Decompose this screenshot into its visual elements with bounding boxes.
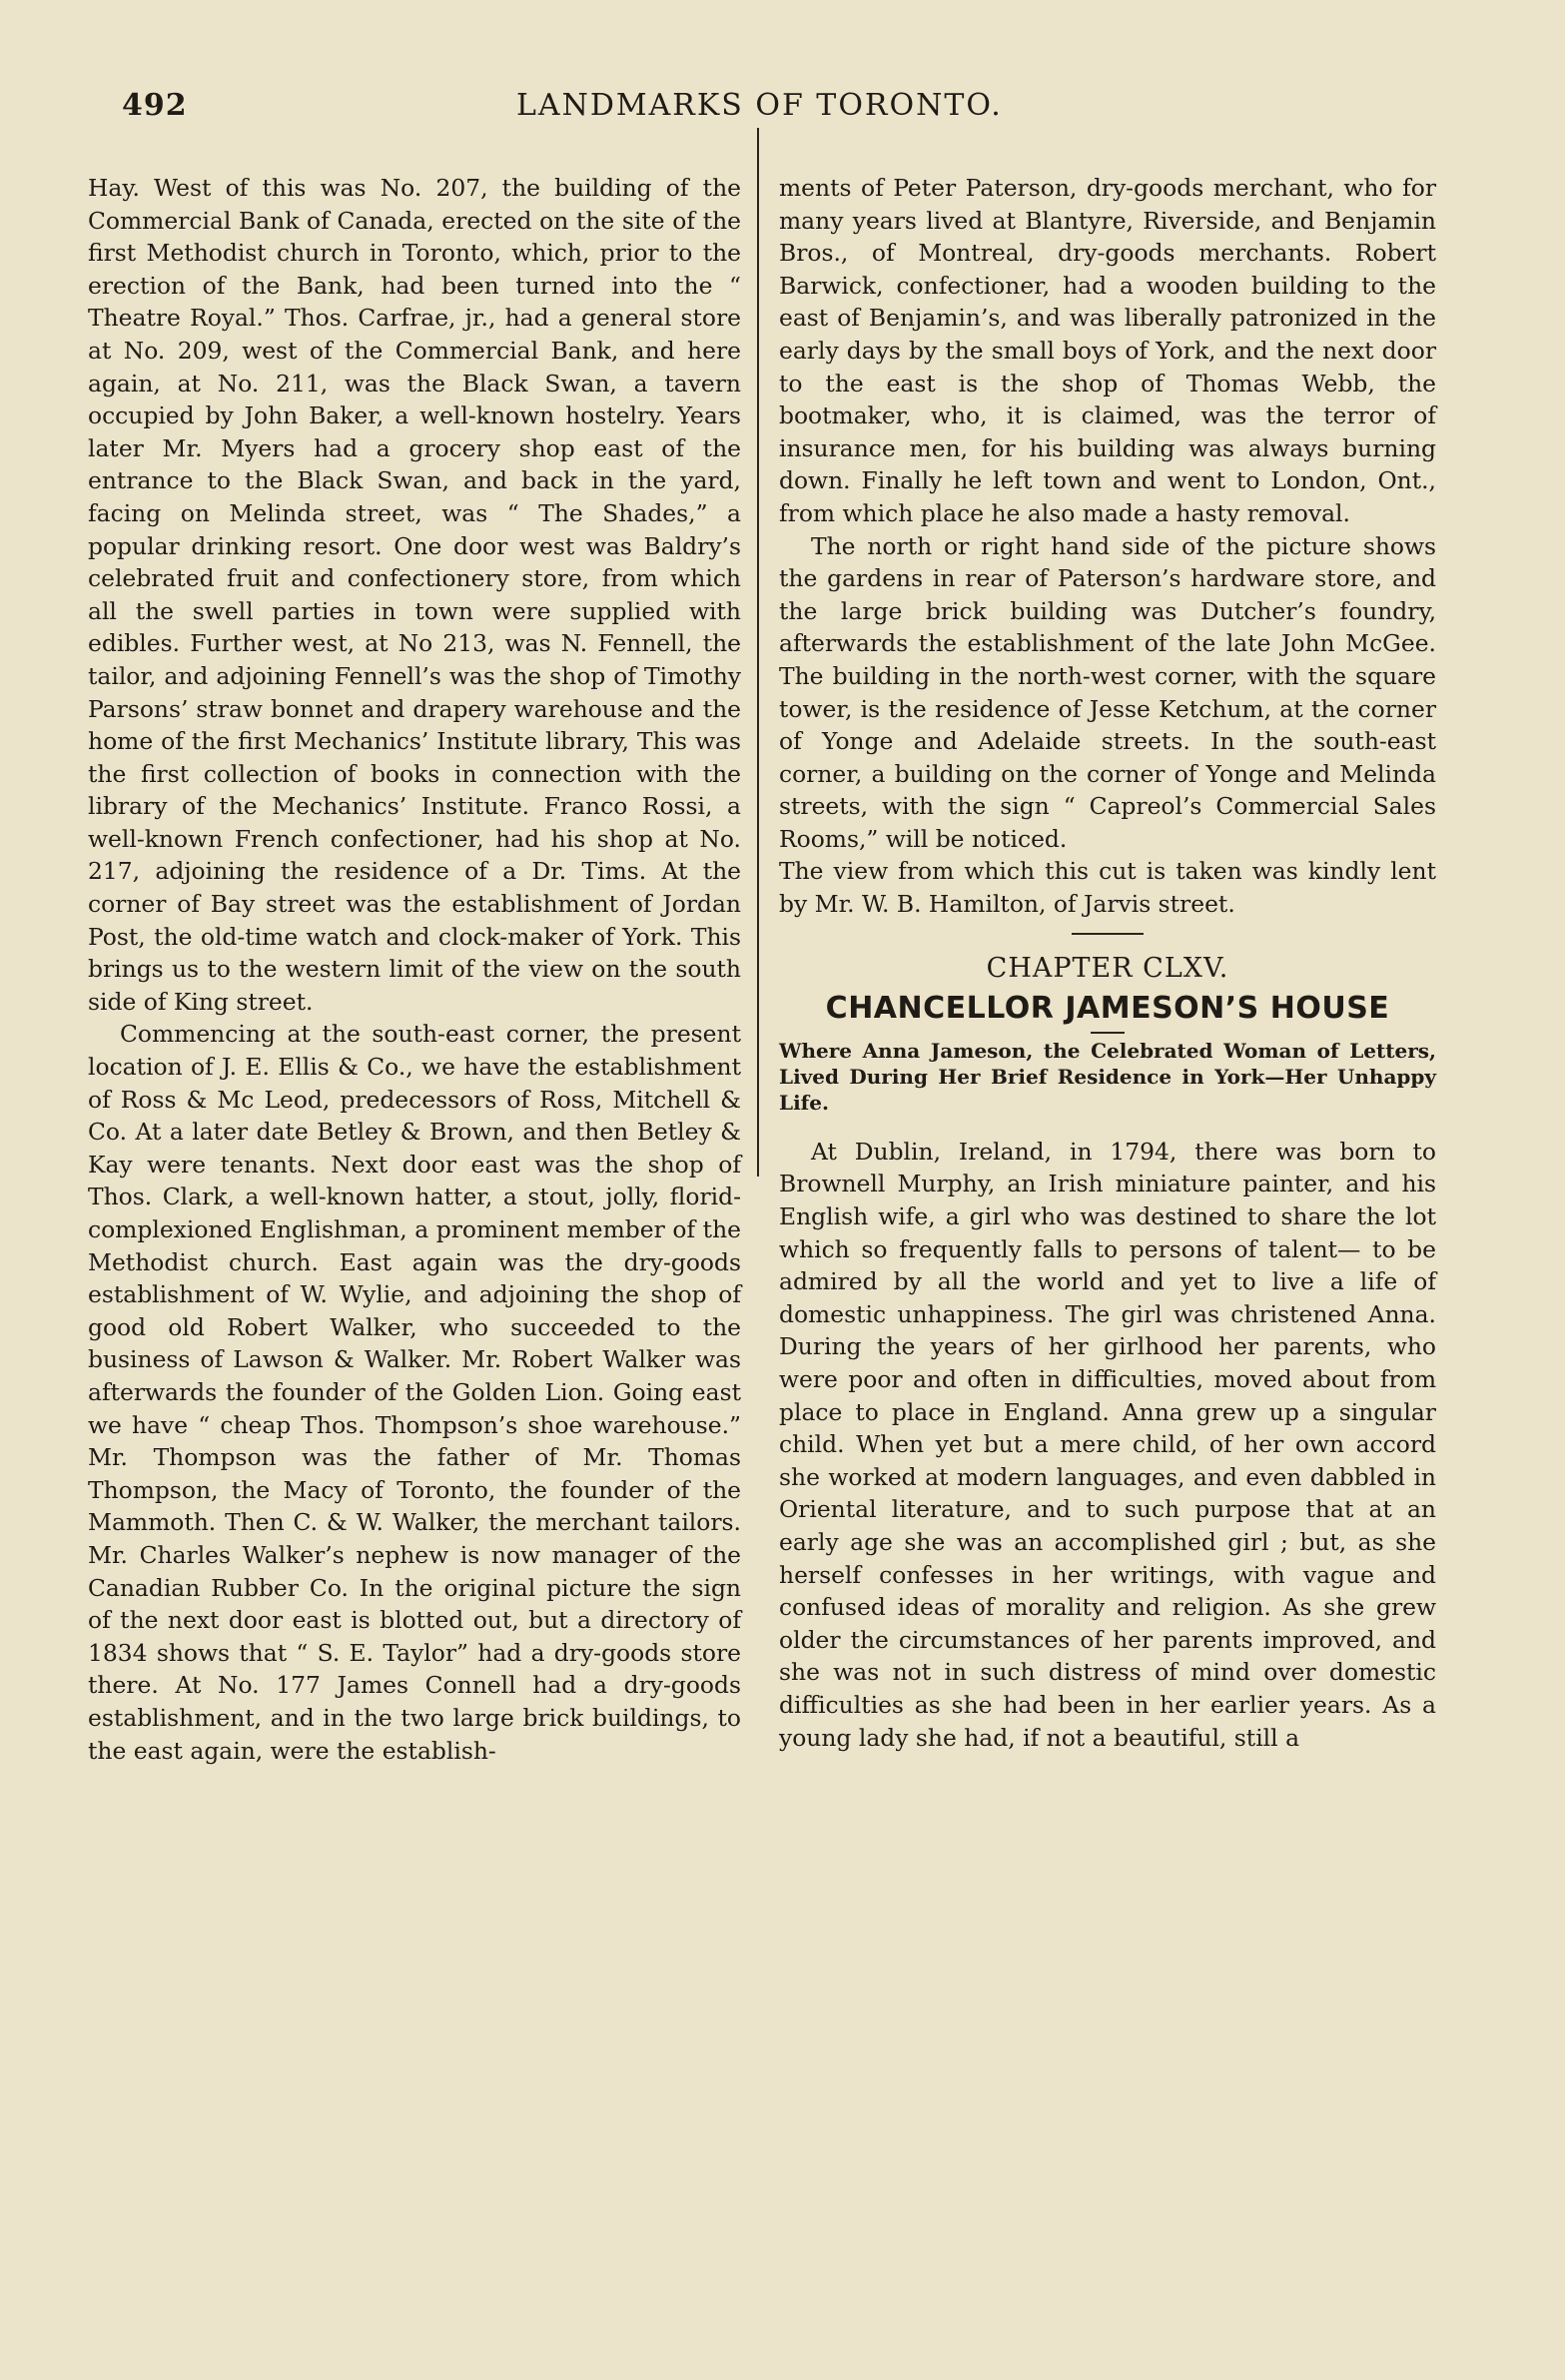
page-header <box>122 88 1440 128</box>
chapter-subtitle: Where Anna Jameson, the Celebrated Woman of Letters, Lived During Her Brief Residence in York—Her Unhappy Life. <box>779 1038 1436 1115</box>
paragraph: The north or right hand side of the picture shows the gardens in rear of Paterson’s hardware store, and the large brick building was Dutcher’s foundry, afterwards the establishment of the late John McGee. The building in the north-west corner, with the square tower, is the residence of Jesse Ketchum, at the corner of Yonge and Adelaide streets. In the south-east corner, a building on the corner of Yonge and Melinda streets, with the sign “ Capreol’s Commercial Sales Rooms,” will be noticed. <box>779 531 1436 853</box>
page-number: 492 <box>122 88 188 123</box>
paragraph: The view from which this cut is taken was kindly lent by Mr. W. B. Hamilton, of Jarvis street. <box>779 857 1436 919</box>
title-dash <box>1091 1032 1125 1034</box>
chapter-number: CHAPTER CLXV. <box>986 952 1229 984</box>
right-column <box>779 172 1436 1754</box>
section-divider <box>1072 933 1144 935</box>
chapter-title: CHANCELLOR JAMESON’S HOUSE <box>825 991 1390 1027</box>
paragraph: At Dublin, Ireland, in 1794, there was born to Brownell Murphy, an Irish miniature painter, and his English wife, a girl who was destined to share the lot which so frequently falls to persons of talent— to be admired by all the world and yet to live a life of domestic unhappiness. The girl was christened Anna. During the years of her girlhood her parents, who were poor and often in difficulties, moved about from place to place in England. Anna grew up a singular child. When yet but a mere child, of her own accord she worked at modern languages, and even dabbled in Oriental literature, and to such purpose that at an early age she was an accomplished girl ; but, as she herself confesses in her writings, with vague and confused ideas of morality and religion. As she grew older the circumstances of her parents improved, and she was not in such distress of mind over domestic difficulties as she had been in her earlier years. As a young lady she had, if not a beautiful, still a <box>779 1137 1436 1752</box>
paragraph: Commencing at the south-east corner, the present location of J. E. Ellis & Co., we have the establishment of Ross & Mc Leod, predecessors of Ross, Mitchell & Co. At a later date Betley & Brown, and then Betley & Kay were tenants. Next door east was the shop of Thos. Clark, a well-known hatter, a stout, jolly, florid-complexioned Englishman, a prominent member of the Methodist church. East again was the dry-goods establishment of W. Wylie, and adjoining the shop of good old Robert Walker, who succeeded to the business of Lawson & Walker. Mr. Robert Walker was afterwards the founder of the Golden Lion. Going east we have “ cheap Thos. Thompson’s shoe warehouse.” Mr. Thompson was the father of Mr. Thomas Thompson, the Macy of Toronto, the founder of the Mammoth. Then C. & W. Walker, the merchant tailors. Mr. Charles Walker’s nephew is now manager of the Canadian Rubber Co. In the original picture the sign of the next door east is blotted out, but a directory of 1834 shows that “ S. E. Taylor” had a dry-goods store there. At No. 177 James Connell had a dry-goods establishment, and in the two large brick buildings, to the east again, were the establish- <box>88 1020 741 1765</box>
paragraph: Hay. West of this was No. 207, the building of the Commercial Bank of Canada, erected on the site of the first Methodist church in Toronto, which, prior to the erection of the Bank, had been turned into the “ Theatre Royal.” Thos. Carfrae, jr., had a general store at No. 209, west of the Commercial Bank, and here again, at No. 211, was the Black Swan, a tavern occupied by John Baker, a well-known hostelry. Years later Mr. Myers had a grocery shop east of the entrance to the Black Swan, and back in the yard, facing on Melinda street, was “ The Shades,” a popular drinking resort. One door west was Baldry’s celebrated fruit and confectionery store, from which all the swell parties in town were supplied with edibles. Further west, at No 213, was N. Fennell, the tailor, and adjoining Fennell’s was the shop of Timothy Parsons’ straw bonnet and drapery warehouse and the home of the first Mechanics’ Institute library, This was the first collection of books in connection with the library of the Mechanics’ Institute. Franco Rossi, a well-known French confectioner, had his shop at No. 217, adjoining the residence of a Dr. Tims. At the corner of Bay street was the establishment of Jordan Post, the old-time watch and clock-maker of York. This brings us to the western limit of the view on the south side of King street. <box>88 174 741 1016</box>
paragraph: ments of Peter Paterson, dry-goods merchant, who for many years lived at Blantyre, Riverside, and Benjamin Bros., of Montreal, dry-goods merchants. Robert Barwick, confectioner, had a wooden building to the east of Benjamin’s, and was liberally patronized in the early days by the small boys of York, and the next door to the east is the shop of Thomas Webb, the bootmaker, who, it is claimed, was the terror of insurance men, for his building was always burning down. Finally he left town and went to London, Ont., from which place he also made a hasty removal. <box>779 174 1436 527</box>
left-column <box>88 172 741 1767</box>
running-title: LANDMARKS OF TORONTO. <box>516 88 1003 123</box>
column-divider <box>757 128 759 1177</box>
